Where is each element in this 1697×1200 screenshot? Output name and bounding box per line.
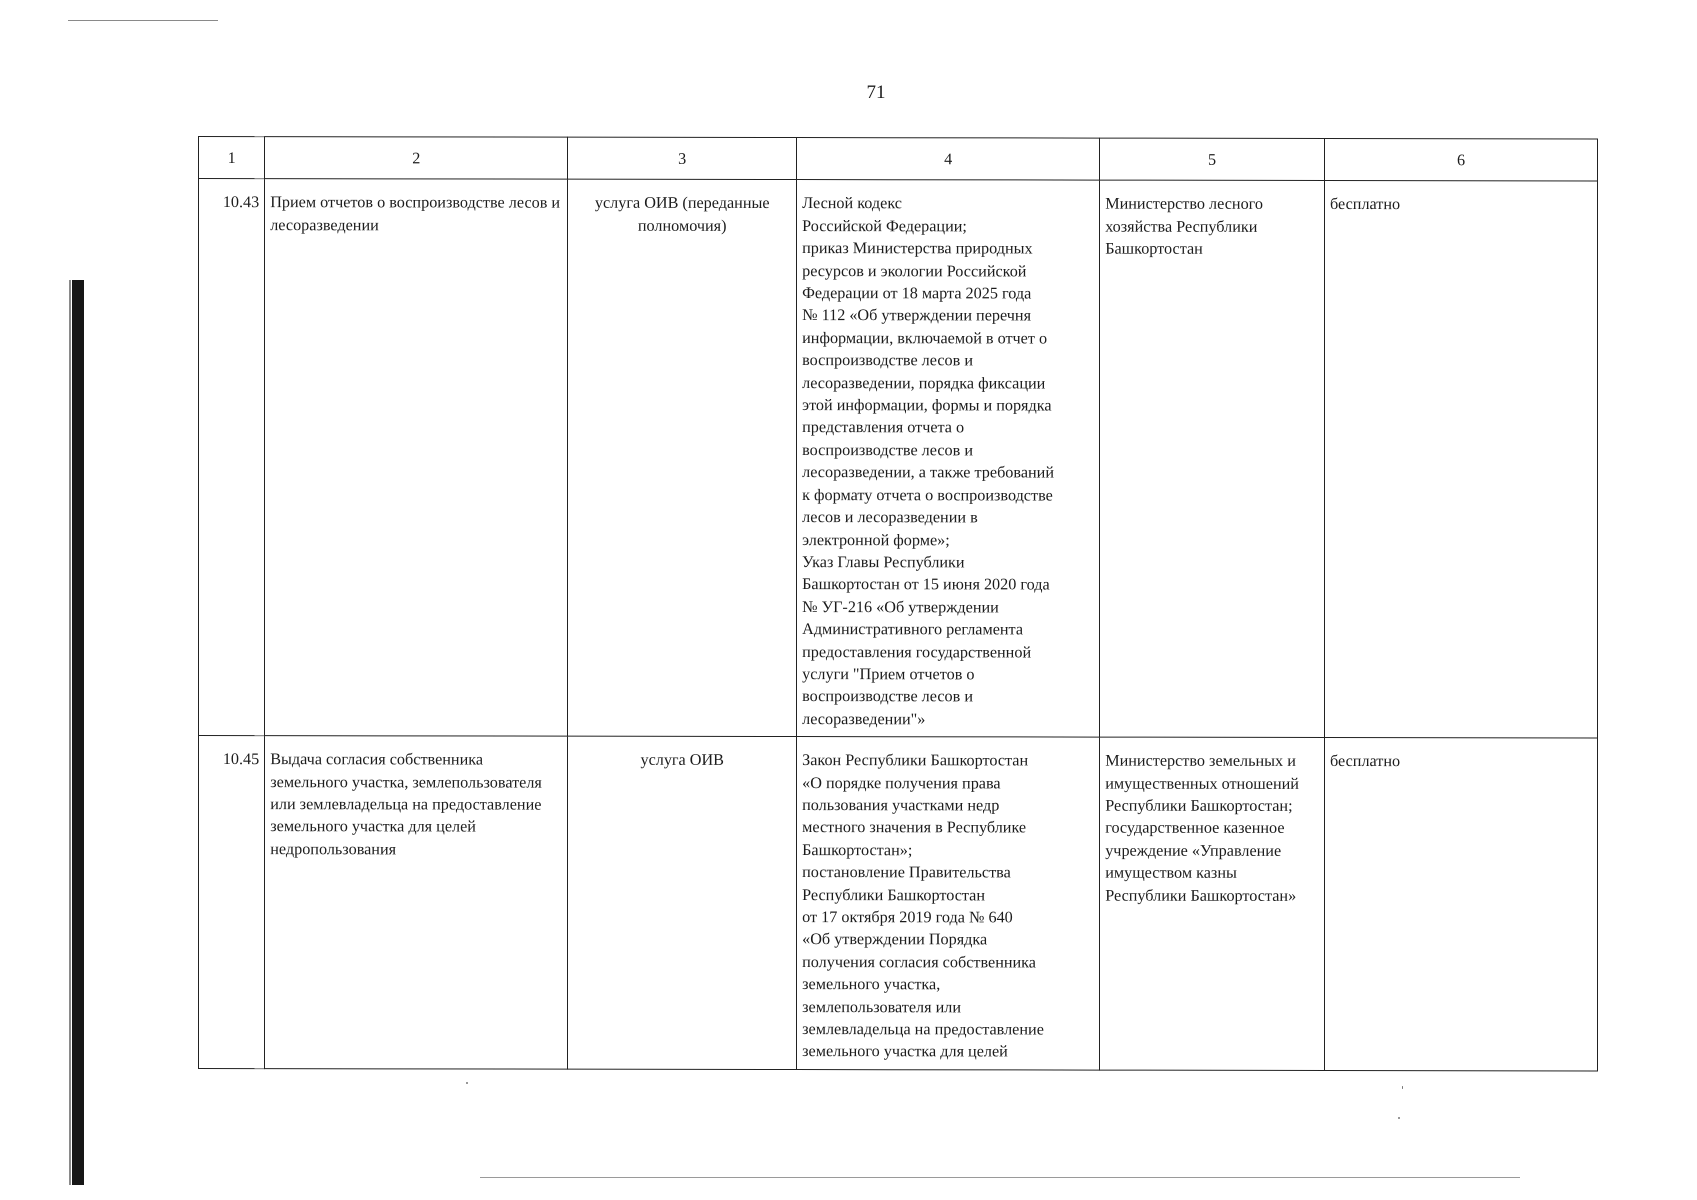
legal-basis-line: предоставления государственной [802, 642, 1032, 661]
legal-basis-line: информации, включаемой в отчет о [802, 328, 1048, 348]
service-fee: бесплатно [1325, 181, 1598, 738]
legal-basis-line: услуги "Прием отчетов о [802, 664, 975, 684]
legal-basis-line: получения согласия собственника [802, 952, 1036, 972]
legal-basis-line: землепользователя или [802, 997, 962, 1016]
legal-basis-line: Башкортостан»; [802, 840, 913, 860]
scan-speck [1402, 1086, 1403, 1089]
legal-basis-line: земельного участка для целей [802, 1042, 1008, 1061]
legal-basis-line: ресурсов и экологии Российской [802, 261, 1027, 281]
legal-basis-line: воспроизводстве лесов и [802, 440, 973, 460]
column-number: 4 [797, 138, 1100, 181]
legal-basis-line: земельного участка, [802, 975, 941, 994]
legal-basis-line: приказ Министерства природных [802, 239, 1033, 258]
legal-basis-line: Указ Главы Республики [802, 552, 965, 572]
legal-basis-line: лесоразведении, а также требований [802, 463, 1055, 482]
legal-basis-line: лесоразведении, порядка фиксации [802, 373, 1046, 393]
service-fee: бесплатно [1325, 738, 1598, 1071]
legal-basis-line: к формату отчета о воспроизводстве [802, 485, 1053, 505]
legal-basis-line: землевладельца на предоставление [802, 1020, 1044, 1039]
scan-artifact-top-line [68, 20, 218, 21]
legal-basis-line: местного значения в Республике [802, 818, 1027, 837]
table-row [199, 736, 1598, 1071]
legal-basis-line: № УГ-216 «Об утверждении [802, 597, 999, 617]
legal-basis-line: постановление Правительства [802, 863, 1011, 882]
service-type: услуга ОИВ (переданные полномочия) [568, 180, 797, 737]
scan-speck [466, 1082, 468, 1084]
legal-basis-line: № 112 «Об утверждении перечня [802, 306, 1032, 325]
legal-basis-line: Закон Республики Башкортостан [802, 751, 1029, 770]
scan-artifact-bottom-line [480, 1177, 1520, 1178]
legal-basis-line: Лесной кодекс [802, 194, 902, 213]
scan-speck [1398, 1117, 1400, 1119]
column-number: 6 [1325, 138, 1598, 181]
legal-basis-line: пользования участками недр [802, 796, 1000, 815]
legal-basis-line: Федерации от 18 марта 2025 года [802, 284, 1032, 303]
service-type: услуга ОИВ [568, 736, 797, 1069]
page-number: 71 [866, 82, 886, 103]
column-number-header-row [199, 137, 1598, 182]
service-name: Прием отчетов о воспроизводстве лесов и лесоразведении [265, 179, 568, 736]
legal-basis-line: этой информации, формы и порядка [802, 396, 1052, 415]
column-number: 3 [568, 137, 797, 180]
legal-basis-line: «О порядке получения права [802, 773, 1001, 792]
column-number: 1 [199, 137, 265, 180]
legal-basis-line: Административного регламента [802, 620, 1024, 639]
row-number: 10.43 [199, 179, 265, 736]
legal-basis-line: лесов и лесоразведении в [802, 508, 978, 527]
legal-basis-line: Российской Федерации; [802, 216, 967, 236]
legal-basis-line: воспроизводстве лесов и [802, 351, 973, 370]
legal-basis-line: электронной форме»; [802, 530, 950, 549]
legal-basis-line: от 17 октября 2019 года № 640 [802, 908, 1013, 927]
services-table [198, 136, 1598, 1071]
column-number: 2 [265, 137, 568, 180]
table-row [199, 179, 1598, 738]
scan-artifact-left-edge [72, 280, 84, 1185]
legal-basis-line: представления отчета о [802, 418, 965, 437]
responsible-authority: Министерство земельных и имущественных отношений Республики Башкортостан; государственное казенное учреждение «Управление имуществом казны Республики Башкортостан» [1100, 737, 1325, 1070]
legal-basis-line: воспроизводстве лесов и [802, 687, 973, 706]
column-number: 5 [1100, 138, 1325, 181]
legal-basis-line: Башкортостан от 15 июня 2020 года [802, 575, 1050, 594]
row-number: 10.45 [199, 736, 265, 1069]
legal-basis [797, 737, 1100, 1070]
legal-basis-line: Республики Башкортостан [802, 885, 986, 904]
legal-basis [797, 180, 1100, 737]
service-name: Выдача согласия собственника земельного участка, землепользователя или землевладельца на предоставление земельного участка для целей недропользования [265, 736, 568, 1069]
legal-basis-line: «Об утверждении Порядка [802, 930, 988, 949]
legal-basis-line: лесоразведении"» [802, 709, 926, 729]
responsible-authority: Министерство лесного хозяйства Республики Башкортостан [1100, 180, 1325, 737]
